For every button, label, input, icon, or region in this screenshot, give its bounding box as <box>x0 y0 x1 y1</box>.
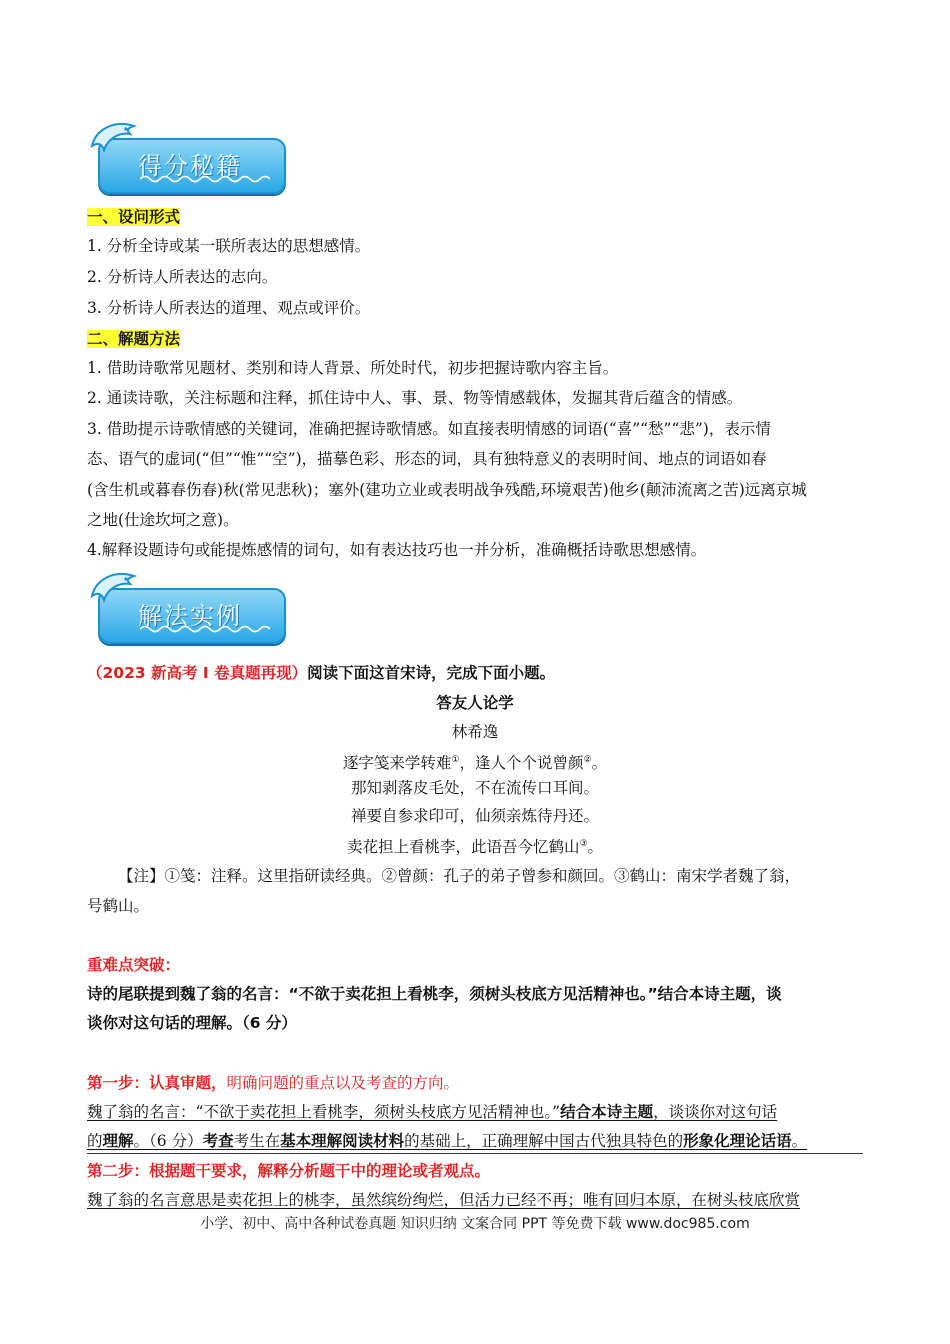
paragraph-line: 态、语气的虚词(“但”“惟”“空”)，描摹色彩、形态的词，具有独特意义的表明时间、地点的词语如春 <box>87 450 767 468</box>
paragraph-line: 3. 借助提示诗歌情感的关键词，准确把握诗歌情感。如直接表明情感的词语(“喜”“愁”“悲”)，表示情 <box>87 420 771 438</box>
question-text: 谈你对这句话的理解。（6 分） <box>87 1014 297 1032</box>
step-text: 魏了翁的名言意思是卖花担上的桃李，虽然缤纷绚烂，但活力已经不再；唯有回归本原，在树头枝底欣赏 <box>87 1191 801 1209</box>
poem-author: 林希逸 <box>451 723 499 741</box>
section-banner-examples <box>92 578 292 658</box>
step-heading: 第二步：根据题干要求，解释分析题干中的理论或者观点。 <box>87 1162 491 1180</box>
poem-note: 【注】①笺：注释。这里指研读经典。②曾颜：孔子的弟子曾参和颜回。③鹤山：南宋学者魏了翁， <box>118 867 801 885</box>
paragraph-line: 2. 通读诗歌，关注标题和注释，抓住诗中人、事、景、物等情感载体，发掘其背后蕴含的情感。 <box>87 389 743 407</box>
step-text: 魏了翁的名言：“不欲于卖花担上看桃李，须树头枝底方见活精神也。”结合本诗主题，谈谈你对这句话 <box>87 1103 778 1121</box>
paragraph-line: 1. 借助诗歌常见题材、类别和诗人背景、所处时代，初步把握诗歌内容主旨。 <box>87 359 619 377</box>
banner-title: 解法实例 <box>138 602 242 630</box>
wave-decoration <box>140 174 270 184</box>
difficulty-heading: 重难点突破： <box>87 956 181 974</box>
poem-note: 号鹤山。 <box>87 897 150 915</box>
example-intro: （2023 新高考 I 卷真题再现）阅读下面这首宋诗，完成下面小题。 <box>87 664 556 682</box>
poem-title: 答友人论学 <box>436 694 514 712</box>
paragraph-line: (含生机或暮春伤春)秋(常见悲秋)；塞外(建功立业或表明战争残酷,环境艰苦)他乡(颠沛流离之苦)远离京城 <box>87 481 807 499</box>
poem-verse: 禅要自参求印可，仙须亲炼待丹还。 <box>350 807 599 825</box>
poem-verse: 逐字笺来学转难①，逢人个个说曾颜②。 <box>342 754 608 773</box>
step-text: 的理解。（6 分）考查考生在基本理解阅读材料的基础上，正确理解中国古代独具特色的形象化理论话语。 <box>87 1132 808 1150</box>
question-text: 诗的尾联提到魏了翁的名言：“不欲于卖花担上看桃李，须树头枝底方见活精神也。”结合本诗主题，谈 <box>87 985 782 1003</box>
divider <box>87 1153 863 1154</box>
wave-decoration <box>140 624 270 634</box>
poem-verse: 卖花担上看桃李，此语吾今忆鹤山③。 <box>346 838 604 857</box>
list-item: 3. 分析诗人所表达的道理、观点或评价。 <box>87 299 371 317</box>
poem-verse: 那知剥落皮毛处，不在流传口耳间。 <box>350 779 599 797</box>
banner-title: 得分秘籍 <box>138 152 242 180</box>
section-banner-tips <box>92 128 292 208</box>
paragraph-line: 4.解释设题诗句或能提炼感情的词句，如有表达技巧也一并分析，准确概括诗歌思想感情。 <box>87 541 707 559</box>
list-item: 2. 分析诗人所表达的志向。 <box>87 268 278 286</box>
section-heading: 二、解题方法 <box>87 330 181 348</box>
page-footer: 小学、初中、高中各种试卷真题 知识归纳 文案合同 PPT 等免费下载 www.doc985.com <box>200 1216 750 1232</box>
paragraph-line: 之地(仕途坎坷之意)。 <box>87 511 239 529</box>
dolphin-icon <box>86 116 146 164</box>
dolphin-icon <box>86 566 146 614</box>
section-heading: 一、设问形式 <box>87 208 181 226</box>
list-item: 1. 分析全诗或某一联所表达的思想感情。 <box>87 237 371 255</box>
step-heading: 第一步：认真审题，明确问题的重点以及考查的方向。 <box>87 1074 460 1092</box>
